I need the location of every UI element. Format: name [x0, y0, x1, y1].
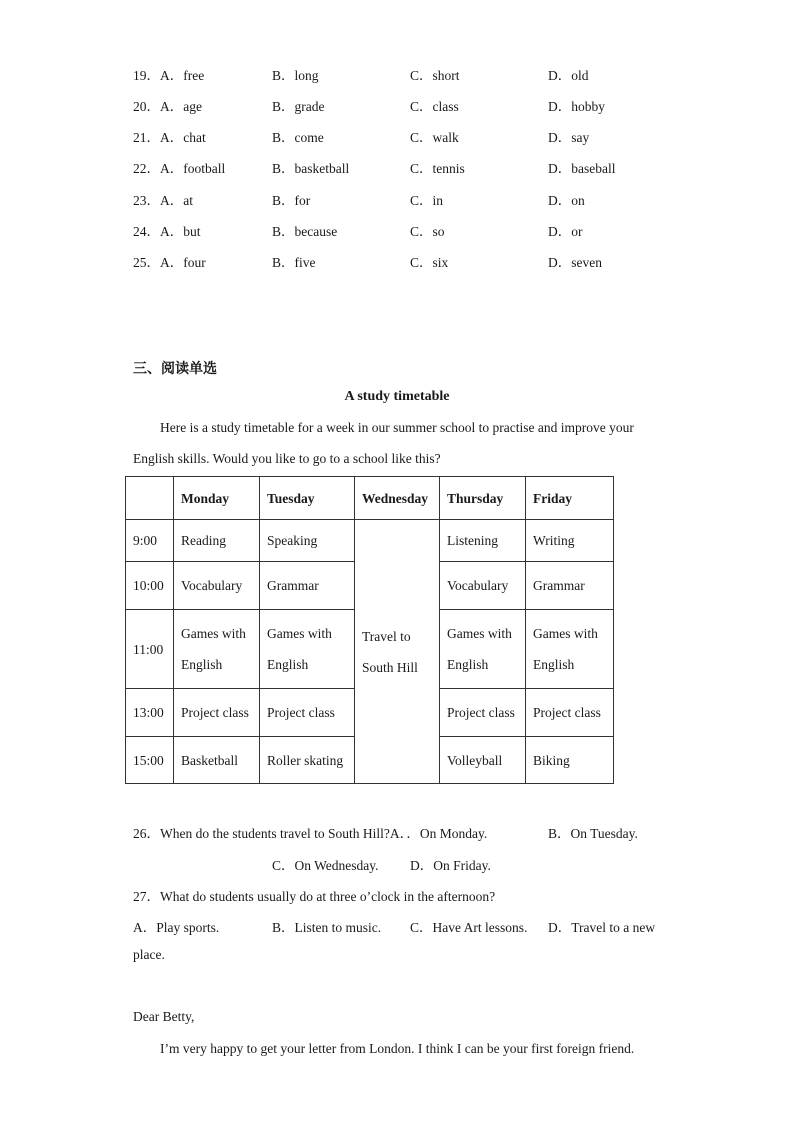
option-d: D．or: [548, 224, 583, 239]
table-cell: [174, 610, 260, 689]
q26-stem: 26．When do the students travel to South Hill?A．．On Monday.: [133, 826, 488, 841]
option-c: C．walk: [410, 130, 459, 145]
table-cell: Project class: [174, 689, 260, 737]
option-d: D．hobby: [548, 99, 605, 114]
cell-line: Games with: [181, 626, 246, 641]
timetable: [125, 476, 614, 784]
table-cell: Roller skating: [260, 737, 355, 784]
table-cell: Project class: [440, 689, 526, 737]
table-cell: Listening: [440, 520, 526, 562]
q27-option-d-continued: place.: [133, 947, 165, 962]
option-a: A．four: [160, 255, 206, 270]
timetable-header-row: [126, 477, 614, 520]
question-number: 21．: [133, 130, 160, 145]
time-cell: 10:00: [126, 562, 174, 610]
option-c: C．in: [410, 193, 444, 208]
q27-option-c: C．Have Art lessons.: [410, 920, 528, 935]
cell-line: English: [447, 657, 489, 672]
time-cell: 13:00: [126, 689, 174, 737]
table-row: [126, 520, 614, 562]
option-a: A．age: [160, 99, 202, 114]
option-c: C．so: [410, 224, 445, 239]
header-friday: Friday: [526, 477, 614, 520]
question-number: 20．: [133, 99, 160, 114]
question-number: 24．: [133, 224, 160, 239]
table-cell: [440, 610, 526, 689]
option-d: D．seven: [548, 255, 602, 270]
q26-option-b: B．On Tuesday.: [548, 826, 638, 841]
cell-line: Games with: [533, 626, 598, 641]
table-cell: Project class: [526, 689, 614, 737]
cell-line: English: [181, 657, 223, 672]
cell-line: Games with: [447, 626, 512, 641]
question-number: 25．: [133, 255, 160, 270]
q27-option-d: D．Travel to a new: [548, 920, 656, 935]
table-cell: Vocabulary: [440, 562, 526, 610]
option-c: C．six: [410, 255, 449, 270]
q27-option-b: B．Listen to music.: [272, 920, 382, 935]
wednesday-merged-cell: [355, 520, 440, 784]
header-tuesday: Tuesday: [260, 477, 355, 520]
option-b: B．basketball: [272, 161, 350, 176]
table-cell: [260, 610, 355, 689]
time-cell: 9:00: [126, 520, 174, 562]
question-number: 23．: [133, 193, 160, 208]
option-d: D．old: [548, 68, 589, 83]
time-cell: 15:00: [126, 737, 174, 784]
option-a: A．at: [160, 193, 193, 208]
option-b: B．five: [272, 255, 316, 270]
cell-line: English: [267, 657, 309, 672]
header-empty: [126, 477, 174, 520]
section-heading: 三、阅读单选: [133, 361, 217, 377]
table-cell: Project class: [260, 689, 355, 737]
option-c: C．class: [410, 99, 459, 114]
q27-stem: 27．What do students usually do at three o’clock in the afternoon?: [133, 889, 496, 904]
option-b: B．long: [272, 68, 319, 83]
question-number: 22．: [133, 161, 160, 176]
table-cell: [526, 610, 614, 689]
letter-line-1: I’m very happy to get your letter from London. I think I can be your first foreign friend.: [160, 1041, 635, 1056]
table-cell: Writing: [526, 520, 614, 562]
question-number: 19．: [133, 68, 160, 83]
option-c: C．tennis: [410, 161, 465, 176]
q26-option-d: D．On Friday.: [410, 858, 491, 873]
option-d: D．baseball: [548, 161, 616, 176]
table-cell: Speaking: [260, 520, 355, 562]
option-a: A．football: [160, 161, 226, 176]
q26-option-c: C．On Wednesday.: [272, 858, 379, 873]
option-b: B．for: [272, 193, 311, 208]
intro-line-1: Here is a study timetable for a week in our summer school to practise and improve your: [160, 420, 634, 435]
option-d: D．say: [548, 130, 590, 145]
option-b: B．because: [272, 224, 338, 239]
table-cell: Vocabulary: [174, 562, 260, 610]
header-wednesday: Wednesday: [355, 477, 440, 520]
wednesday-line-1: Travel to: [362, 628, 411, 644]
table-cell: Basketball: [174, 737, 260, 784]
header-monday: Monday: [174, 477, 260, 520]
option-b: B．come: [272, 130, 324, 145]
cell-line: English: [533, 657, 575, 672]
table-cell: Reading: [174, 520, 260, 562]
option-a: A．chat: [160, 130, 206, 145]
cell-line: Games with: [267, 626, 332, 641]
table-cell: Volleyball: [440, 737, 526, 784]
table-cell: Grammar: [260, 562, 355, 610]
q27-option-a: A．Play sports.: [133, 920, 220, 935]
option-a: A．but: [160, 224, 201, 239]
wednesday-line-2: South Hill: [362, 659, 418, 675]
letter-greeting: Dear Betty,: [133, 1009, 195, 1024]
option-d: D．on: [548, 193, 585, 208]
table-cell: Biking: [526, 737, 614, 784]
passage-title: A study timetable: [344, 389, 450, 404]
intro-line-2: English skills. Would you like to go to a school like this?: [133, 451, 441, 466]
option-a: A．free: [160, 68, 205, 83]
option-b: B．grade: [272, 99, 325, 114]
table-cell: Grammar: [526, 562, 614, 610]
header-thursday: Thursday: [440, 477, 526, 520]
time-cell: 11:00: [126, 610, 174, 689]
option-c: C．short: [410, 68, 460, 83]
